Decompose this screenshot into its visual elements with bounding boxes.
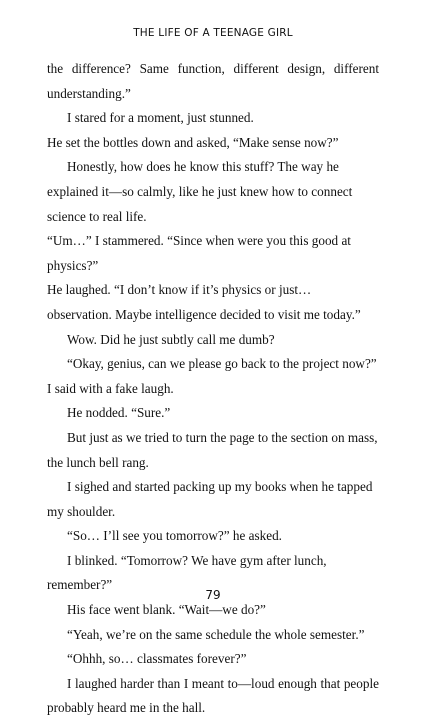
paragraph: But just as we tried to turn the page to the section on mass, the lunch bell rang. — [47, 429, 378, 470]
paragraph: I sighed and started packing up my books when he tapped my shoulder. — [47, 479, 373, 519]
paragraph: “Yeah, we’re on the same schedule the whole semester.” — [67, 626, 365, 642]
paragraph: I blinked. “Tomorrow? We have gym after lunch, remember?” — [47, 552, 327, 593]
body-text — [47, 57, 379, 721]
paragraph: He nodded. “Sure.” — [67, 405, 171, 421]
paragraph: Wow. Did he just subtly call me dumb? — [67, 331, 275, 347]
paragraph: “Okay, genius, can we please go back to the project now?” I said with a fake laugh. — [47, 356, 377, 396]
paragraph: “Ohhh, so… classmates forever?” — [67, 651, 247, 667]
paragraph: “So… I’ll see you tomorrow?” he asked. — [67, 528, 282, 544]
paragraph: the difference? Same function, different design, different understanding.” — [47, 61, 379, 101]
paragraph: I laughed harder than I meant to—loud enough that people probably heard me in the hall. — [47, 675, 379, 716]
paragraph: He laughed. “I don’t know if it’s physics or just… observation. Maybe intelligence decided to visit me today.” — [47, 282, 361, 322]
paragraph: He set the bottles down and asked, “Make sense now?” — [47, 134, 339, 150]
page-number: 79 — [205, 588, 221, 602]
paragraph: “Um…” I stammered. “Since when were you this good at physics?” — [47, 233, 351, 273]
paragraph: Honestly, how does he know this stuff? The way he explained it—so calmly, like he just knew how to connect science to real life. — [47, 159, 353, 224]
running-header: THE LIFE OF A TEENAGE GIRL — [133, 27, 293, 39]
paragraph: I stared for a moment, just stunned. — [67, 110, 254, 126]
paragraph: His face went blank. “Wait—we do?” — [67, 602, 266, 618]
